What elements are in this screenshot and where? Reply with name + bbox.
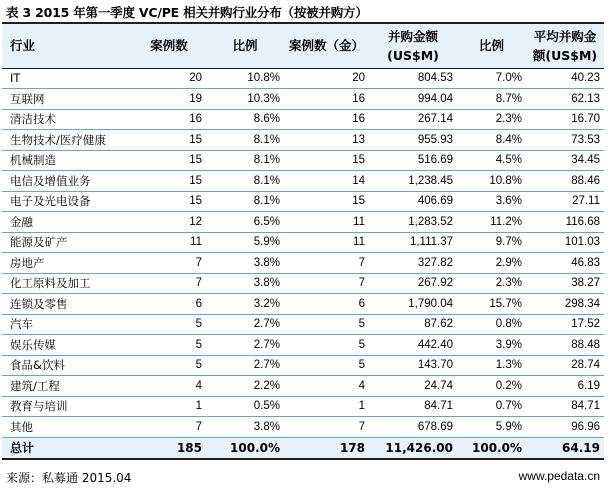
cell-ratio: 0.5%: [206, 396, 284, 417]
cell-avg: 73.53: [526, 130, 604, 151]
cell-cases-amount: 20: [284, 68, 369, 89]
cell-amount-ratio: 3.6%: [457, 191, 526, 212]
cell-cases-amount: 15: [284, 191, 369, 212]
table-row: [2, 130, 604, 151]
header-amount-ratio: 比例: [457, 23, 526, 68]
cell-avg: 17.52: [526, 314, 604, 335]
total-amount: 11,426.00: [369, 437, 457, 459]
cell-avg: 116.68: [526, 212, 604, 233]
cell-avg: 88.48: [526, 335, 604, 356]
cell-amount-ratio: 15.7%: [457, 294, 526, 315]
table-row: [2, 355, 604, 376]
cell-avg: 40.23: [526, 68, 604, 89]
cell-cases: 15: [132, 150, 206, 171]
cell-ratio: 3.8%: [206, 253, 284, 274]
cell-cases-amount: 14: [284, 171, 369, 192]
cell-ratio: 8.1%: [206, 171, 284, 192]
cell-cases: 5: [132, 314, 206, 335]
cell-amount: 994.04: [369, 89, 457, 110]
cell-cases: 15: [132, 171, 206, 192]
cell-amount-ratio: 2.3%: [457, 109, 526, 130]
cell-ratio: 8.6%: [206, 109, 284, 130]
cell-ratio: 5.9%: [206, 232, 284, 253]
cell-amount: 327.82: [369, 253, 457, 274]
cell-industry: 娱乐传媒: [2, 335, 132, 356]
cell-ratio: 3.2%: [206, 294, 284, 315]
cell-cases-amount: 11: [284, 212, 369, 233]
total-amount-ratio: 100.0%: [457, 437, 526, 459]
header-avg-amount: [526, 23, 604, 68]
table-row: [2, 396, 604, 417]
cell-cases: 7: [132, 273, 206, 294]
cell-cases-amount: 7: [284, 273, 369, 294]
cell-cases: 15: [132, 191, 206, 212]
table-row: [2, 89, 604, 110]
table-row: [2, 335, 604, 356]
cell-industry: 能源及矿产: [2, 232, 132, 253]
cell-cases: 1: [132, 396, 206, 417]
header-ratio: 比例: [206, 23, 284, 68]
cell-amount-ratio: 8.7%: [457, 89, 526, 110]
cell-amount: 1,238.45: [369, 171, 457, 192]
cell-cases-amount: 11: [284, 232, 369, 253]
cell-amount: 678.69: [369, 417, 457, 438]
table-row: [2, 191, 604, 212]
cell-cases-amount: 7: [284, 417, 369, 438]
table-row: [2, 253, 604, 274]
cell-avg: 88.46: [526, 171, 604, 192]
cell-industry: 汽车: [2, 314, 132, 335]
cell-cases-amount: 6: [284, 294, 369, 315]
cell-ratio: 8.1%: [206, 130, 284, 151]
cell-amount: 1,790.04: [369, 294, 457, 315]
cell-cases: 15: [132, 130, 206, 151]
table-row: [2, 273, 604, 294]
cell-amount-ratio: 7.0%: [457, 68, 526, 89]
total-cases-amount: 178: [284, 437, 369, 459]
total-ratio: 100.0%: [206, 437, 284, 459]
cell-avg: 16.70: [526, 109, 604, 130]
cell-avg: 38.27: [526, 273, 604, 294]
cell-industry: 电信及增值业务: [2, 171, 132, 192]
cell-amount-ratio: 9.7%: [457, 232, 526, 253]
cell-amount-ratio: 10.8%: [457, 171, 526, 192]
cell-amount: 267.14: [369, 109, 457, 130]
cell-cases-amount: 13: [284, 130, 369, 151]
cell-avg: 27.11: [526, 191, 604, 212]
cell-avg: 62.13: [526, 89, 604, 110]
cell-amount-ratio: 1.3%: [457, 355, 526, 376]
table-title: 表 3 2015 年第一季度 VC/PE 相关并购行业分布（按被并购方）: [6, 5, 368, 20]
total-cases: 185: [132, 437, 206, 459]
cell-ratio: 2.7%: [206, 355, 284, 376]
cell-industry: IT: [2, 68, 132, 89]
cell-avg: 298.34: [526, 294, 604, 315]
cell-amount: 955.93: [369, 130, 457, 151]
cell-ratio: 6.5%: [206, 212, 284, 233]
header-cases: 案例数: [132, 23, 206, 68]
cell-cases-amount: 5: [284, 314, 369, 335]
cell-industry: 连锁及零售: [2, 294, 132, 315]
cell-avg: 46.83: [526, 253, 604, 274]
cell-industry: 金融: [2, 212, 132, 233]
cell-avg: 84.71: [526, 396, 604, 417]
cell-avg: 34.45: [526, 150, 604, 171]
cell-cases: 11: [132, 232, 206, 253]
total-label: 总计: [2, 437, 132, 459]
cell-cases-amount: 15: [284, 150, 369, 171]
cell-industry: 电子及光电设备: [2, 191, 132, 212]
cell-cases: 7: [132, 253, 206, 274]
cell-cases: 20: [132, 68, 206, 89]
cell-ratio: 10.8%: [206, 68, 284, 89]
total-avg: 64.19: [526, 437, 604, 459]
website-label: www.pedata.cn: [518, 469, 600, 483]
cell-cases-amount: 5: [284, 355, 369, 376]
cell-cases: 7: [132, 417, 206, 438]
cell-industry: 清洁技术: [2, 109, 132, 130]
cell-ratio: 2.7%: [206, 335, 284, 356]
header-industry: 行业: [2, 23, 132, 68]
table-body: [2, 68, 604, 437]
header-avg-line2: 额(US$M): [532, 47, 598, 63]
cell-avg: 6.19: [526, 376, 604, 397]
cell-industry: 互联网: [2, 89, 132, 110]
table-row: [2, 212, 604, 233]
cell-amount: 84.71: [369, 396, 457, 417]
cell-cases-amount: 4: [284, 376, 369, 397]
cell-amount: 267.92: [369, 273, 457, 294]
table-row: [2, 314, 604, 335]
table-row: [2, 171, 604, 192]
cell-amount: 1,111.37: [369, 232, 457, 253]
cell-ratio: 2.7%: [206, 314, 284, 335]
cell-industry: 化工原料及加工: [2, 273, 132, 294]
cell-cases-amount: 16: [284, 109, 369, 130]
cell-cases-amount: 1: [284, 396, 369, 417]
source-note: 来源：私募通 2015.04: [6, 471, 132, 485]
cell-amount-ratio: 4.5%: [457, 150, 526, 171]
cell-amount-ratio: 3.9%: [457, 335, 526, 356]
cell-ratio: 8.1%: [206, 150, 284, 171]
cell-ratio: 10.3%: [206, 89, 284, 110]
cell-ratio: 2.2%: [206, 376, 284, 397]
cell-cases: 16: [132, 109, 206, 130]
total-row: [2, 437, 604, 459]
header-cases-amount: 案例数（金）: [284, 23, 369, 68]
cell-ratio: 8.1%: [206, 191, 284, 212]
cell-amount: 87.62: [369, 314, 457, 335]
cell-cases-amount: 16: [284, 89, 369, 110]
cell-amount: 804.53: [369, 68, 457, 89]
header-avg-line1: 平均并购金: [533, 28, 597, 44]
cell-industry: 房地产: [2, 253, 132, 274]
cell-cases: 6: [132, 294, 206, 315]
cell-industry: 其他: [2, 417, 132, 438]
header-amount-line2: (US$M): [387, 47, 439, 63]
table-row: [2, 232, 604, 253]
cell-industry: 机械制造: [2, 150, 132, 171]
cell-amount-ratio: 5.9%: [457, 417, 526, 438]
cell-avg: 28.74: [526, 355, 604, 376]
cell-amount: 24.74: [369, 376, 457, 397]
header-row: [2, 23, 604, 68]
cell-amount: 516.69: [369, 150, 457, 171]
cell-industry: 食品&饮料: [2, 355, 132, 376]
cell-amount: 143.70: [369, 355, 457, 376]
cell-cases-amount: 7: [284, 253, 369, 274]
cell-industry: 教育与培训: [2, 396, 132, 417]
cell-cases: 4: [132, 376, 206, 397]
cell-cases: 5: [132, 335, 206, 356]
cell-industry: 建筑/工程: [2, 376, 132, 397]
cell-amount-ratio: 0.7%: [457, 396, 526, 417]
industry-distribution-table: [2, 22, 604, 460]
table-row: [2, 376, 604, 397]
table-row: [2, 417, 604, 438]
table-row: [2, 109, 604, 130]
cell-amount-ratio: 0.8%: [457, 314, 526, 335]
cell-avg: 101.03: [526, 232, 604, 253]
cell-amount-ratio: 2.9%: [457, 253, 526, 274]
cell-ratio: 3.8%: [206, 273, 284, 294]
cell-amount-ratio: 2.3%: [457, 273, 526, 294]
cell-amount: 1,283.52: [369, 212, 457, 233]
cell-cases-amount: 5: [284, 335, 369, 356]
table-row: [2, 68, 604, 89]
table-row: [2, 150, 604, 171]
cell-amount-ratio: 0.2%: [457, 376, 526, 397]
cell-cases: 5: [132, 355, 206, 376]
cell-avg: 96.96: [526, 417, 604, 438]
cell-ratio: 3.8%: [206, 417, 284, 438]
cell-amount-ratio: 8.4%: [457, 130, 526, 151]
cell-amount: 406.69: [369, 191, 457, 212]
cell-cases: 19: [132, 89, 206, 110]
cell-amount: 442.40: [369, 335, 457, 356]
cell-amount-ratio: 11.2%: [457, 212, 526, 233]
cell-industry: 生物技术/医疗健康: [2, 130, 132, 151]
header-amount: [369, 23, 457, 68]
header-amount-line1: 并购金额: [387, 28, 438, 44]
table-row: [2, 294, 604, 315]
cell-cases: 12: [132, 212, 206, 233]
